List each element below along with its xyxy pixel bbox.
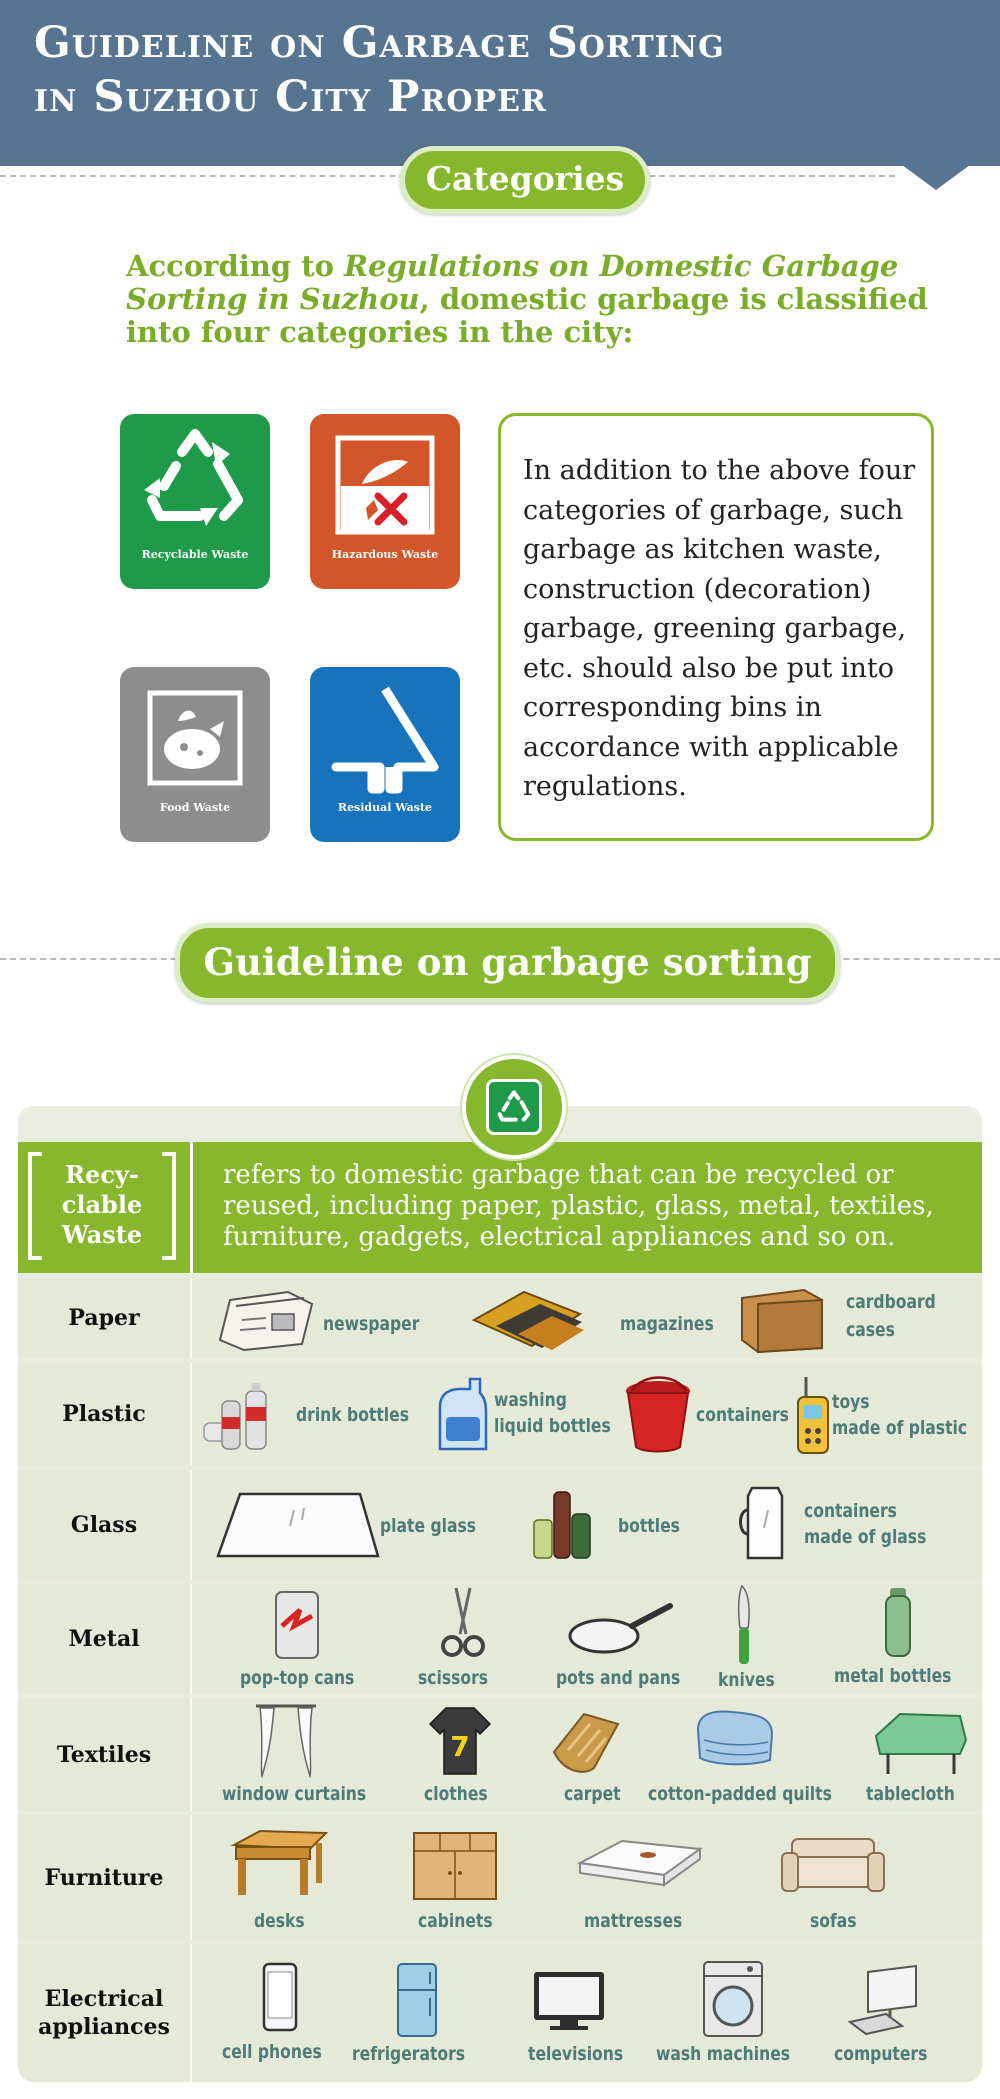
recyclable-definition	[18, 1142, 982, 1273]
toy-walkie-talkie-icon	[796, 1363, 830, 1463]
mattress-icon	[574, 1835, 704, 1915]
intro-text: According to Regulations on Domestic Garbage Sorting in Suzhou, domestic garbage is classified into four categories in the city:	[126, 249, 928, 349]
category-row-metal	[18, 1584, 982, 1694]
recyclable-description: refers to domestic garbage that can be recycled or reused, including paper, plastic, glass, metal, textiles, furniture, gadgets, electrical appliances and so on.	[223, 1160, 934, 1252]
television-icon	[532, 1968, 606, 2038]
item-label: knives	[718, 1669, 775, 1691]
additional-info-text: In addition to the above four categories of garbage, such garbage as kitchen waste, construction (decoration) garbage, greening garbage, etc. should also be put into corresponding bins in accordance with applicable regulations.	[523, 455, 916, 802]
item-label: cell phones	[222, 2041, 322, 2063]
item-label: window curtains	[222, 1783, 367, 1805]
washing-liquid-bottle-icon	[430, 1363, 490, 1463]
row-label: Glass	[70, 1512, 138, 1538]
item-label: mattresses	[584, 1910, 683, 1932]
drink-bottles-icon	[200, 1363, 290, 1463]
categories-pill: Categories	[400, 146, 650, 214]
computer-icon	[846, 1962, 922, 2042]
washing-machine-icon	[700, 1960, 766, 2040]
quilt-icon	[692, 1700, 782, 1780]
row-label: Metal	[68, 1626, 140, 1652]
title-line-2: in Suzhou City Proper	[34, 72, 547, 122]
item-label: cabinets	[418, 1910, 493, 1932]
item-label: clothes	[424, 1783, 488, 1805]
plastic-container-icon	[622, 1363, 702, 1463]
recyclable-guide-card	[18, 1106, 982, 2082]
item-label: drink bottles	[296, 1404, 409, 1426]
item-label: desks	[254, 1910, 305, 1932]
bin-label: Hazardous Waste	[331, 548, 439, 561]
newspaper-icon	[214, 1278, 324, 1358]
item-label: magazines	[620, 1313, 714, 1335]
item-label: cardboard cases	[846, 1291, 936, 1341]
desk-icon	[230, 1825, 330, 1905]
item-label: bottles	[618, 1515, 680, 1537]
recycle-icon	[489, 1084, 539, 1134]
category-row-electrical-appliances	[18, 1944, 982, 2082]
cell-phone-icon	[260, 1962, 300, 2038]
row-label: Textiles	[56, 1741, 152, 1768]
row-label: Electrical appliances	[38, 1986, 170, 2040]
header-banner	[0, 0, 1000, 166]
category-row-paper	[18, 1278, 982, 1358]
item-label: toys made of plastic	[832, 1391, 968, 1439]
metal-bottle-icon	[880, 1584, 916, 1664]
svg-text:7: 7	[450, 1730, 470, 1763]
recycle-icon	[120, 424, 270, 544]
recyclable-badge	[462, 1055, 566, 1159]
residual-waste-bin	[310, 667, 460, 842]
item-label: scissors	[418, 1667, 489, 1689]
recyclable-label-line: Recy-	[65, 1160, 139, 1189]
category-row-glass	[18, 1470, 982, 1580]
item-label: plate glass	[380, 1515, 477, 1537]
item-label: carpet	[564, 1783, 621, 1805]
additional-info-box	[498, 413, 934, 841]
shirt-icon	[428, 1702, 492, 1782]
plate-glass-icon	[214, 1470, 384, 1570]
item-label: pop-top cans	[240, 1667, 355, 1689]
cardboard-box-icon	[736, 1278, 832, 1358]
refrigerator-icon	[392, 1962, 442, 2042]
item-label: washing liquid bottles	[494, 1389, 611, 1437]
magazines-icon	[470, 1278, 600, 1358]
item-label: containers made of glass	[804, 1500, 927, 1548]
pan-icon	[566, 1584, 676, 1664]
glass-bottles-icon	[530, 1470, 600, 1570]
glass-container-icon	[734, 1470, 794, 1570]
recyclable-label-line: clable	[61, 1190, 143, 1219]
curtain-icon	[252, 1700, 322, 1782]
hazardous-waste-bin	[310, 414, 460, 589]
row-label: Paper	[68, 1305, 140, 1331]
carpet-icon	[544, 1702, 628, 1782]
bin-label: Recyclable Waste	[141, 548, 249, 561]
item-label: pots and pans	[556, 1667, 681, 1689]
sofa-icon	[778, 1833, 888, 1913]
knife-icon	[730, 1584, 760, 1668]
bin-label: Food Waste	[159, 801, 231, 814]
food-waste-icon	[120, 677, 270, 797]
item-label: televisions	[528, 2043, 624, 2065]
category-row-textiles	[18, 1698, 982, 1811]
food-waste-bin	[120, 667, 270, 842]
recyclable-label	[28, 1152, 176, 1260]
can-icon	[270, 1586, 330, 1662]
scissors-icon	[436, 1584, 490, 1664]
row-label: Plastic	[62, 1401, 146, 1427]
item-label: tablecloth	[866, 1783, 955, 1805]
item-label: refrigerators	[352, 2043, 466, 2065]
residual-icon	[310, 677, 460, 797]
bin-label: Residual Waste	[337, 801, 433, 814]
page-title	[34, 16, 725, 124]
guideline-pill: Guideline on garbage sorting	[175, 923, 840, 1003]
item-label: cotton-padded quilts	[648, 1783, 832, 1805]
recyclable-label-line: Waste	[61, 1220, 143, 1249]
hazardous-icon	[310, 424, 460, 544]
recyclable-waste-bin	[120, 414, 270, 589]
category-row-plastic	[18, 1363, 982, 1465]
item-label: newspaper	[323, 1313, 420, 1335]
row-label: Furniture	[44, 1864, 164, 1891]
cabinet-icon	[410, 1827, 500, 1907]
title-line-1: Guideline on Garbage Sorting	[34, 18, 725, 68]
item-label: containers	[696, 1404, 789, 1426]
regulation-title: Regulations on Domestic Garbage Sorting in Suzhou	[126, 249, 899, 316]
category-row-furniture	[18, 1815, 982, 1940]
item-label: wash machines	[656, 2043, 791, 2065]
item-label: metal bottles	[834, 1665, 952, 1687]
item-label: computers	[834, 2043, 928, 2065]
item-label: sofas	[810, 1910, 857, 1932]
banner-notch	[898, 162, 974, 190]
tablecloth-icon	[870, 1702, 970, 1782]
